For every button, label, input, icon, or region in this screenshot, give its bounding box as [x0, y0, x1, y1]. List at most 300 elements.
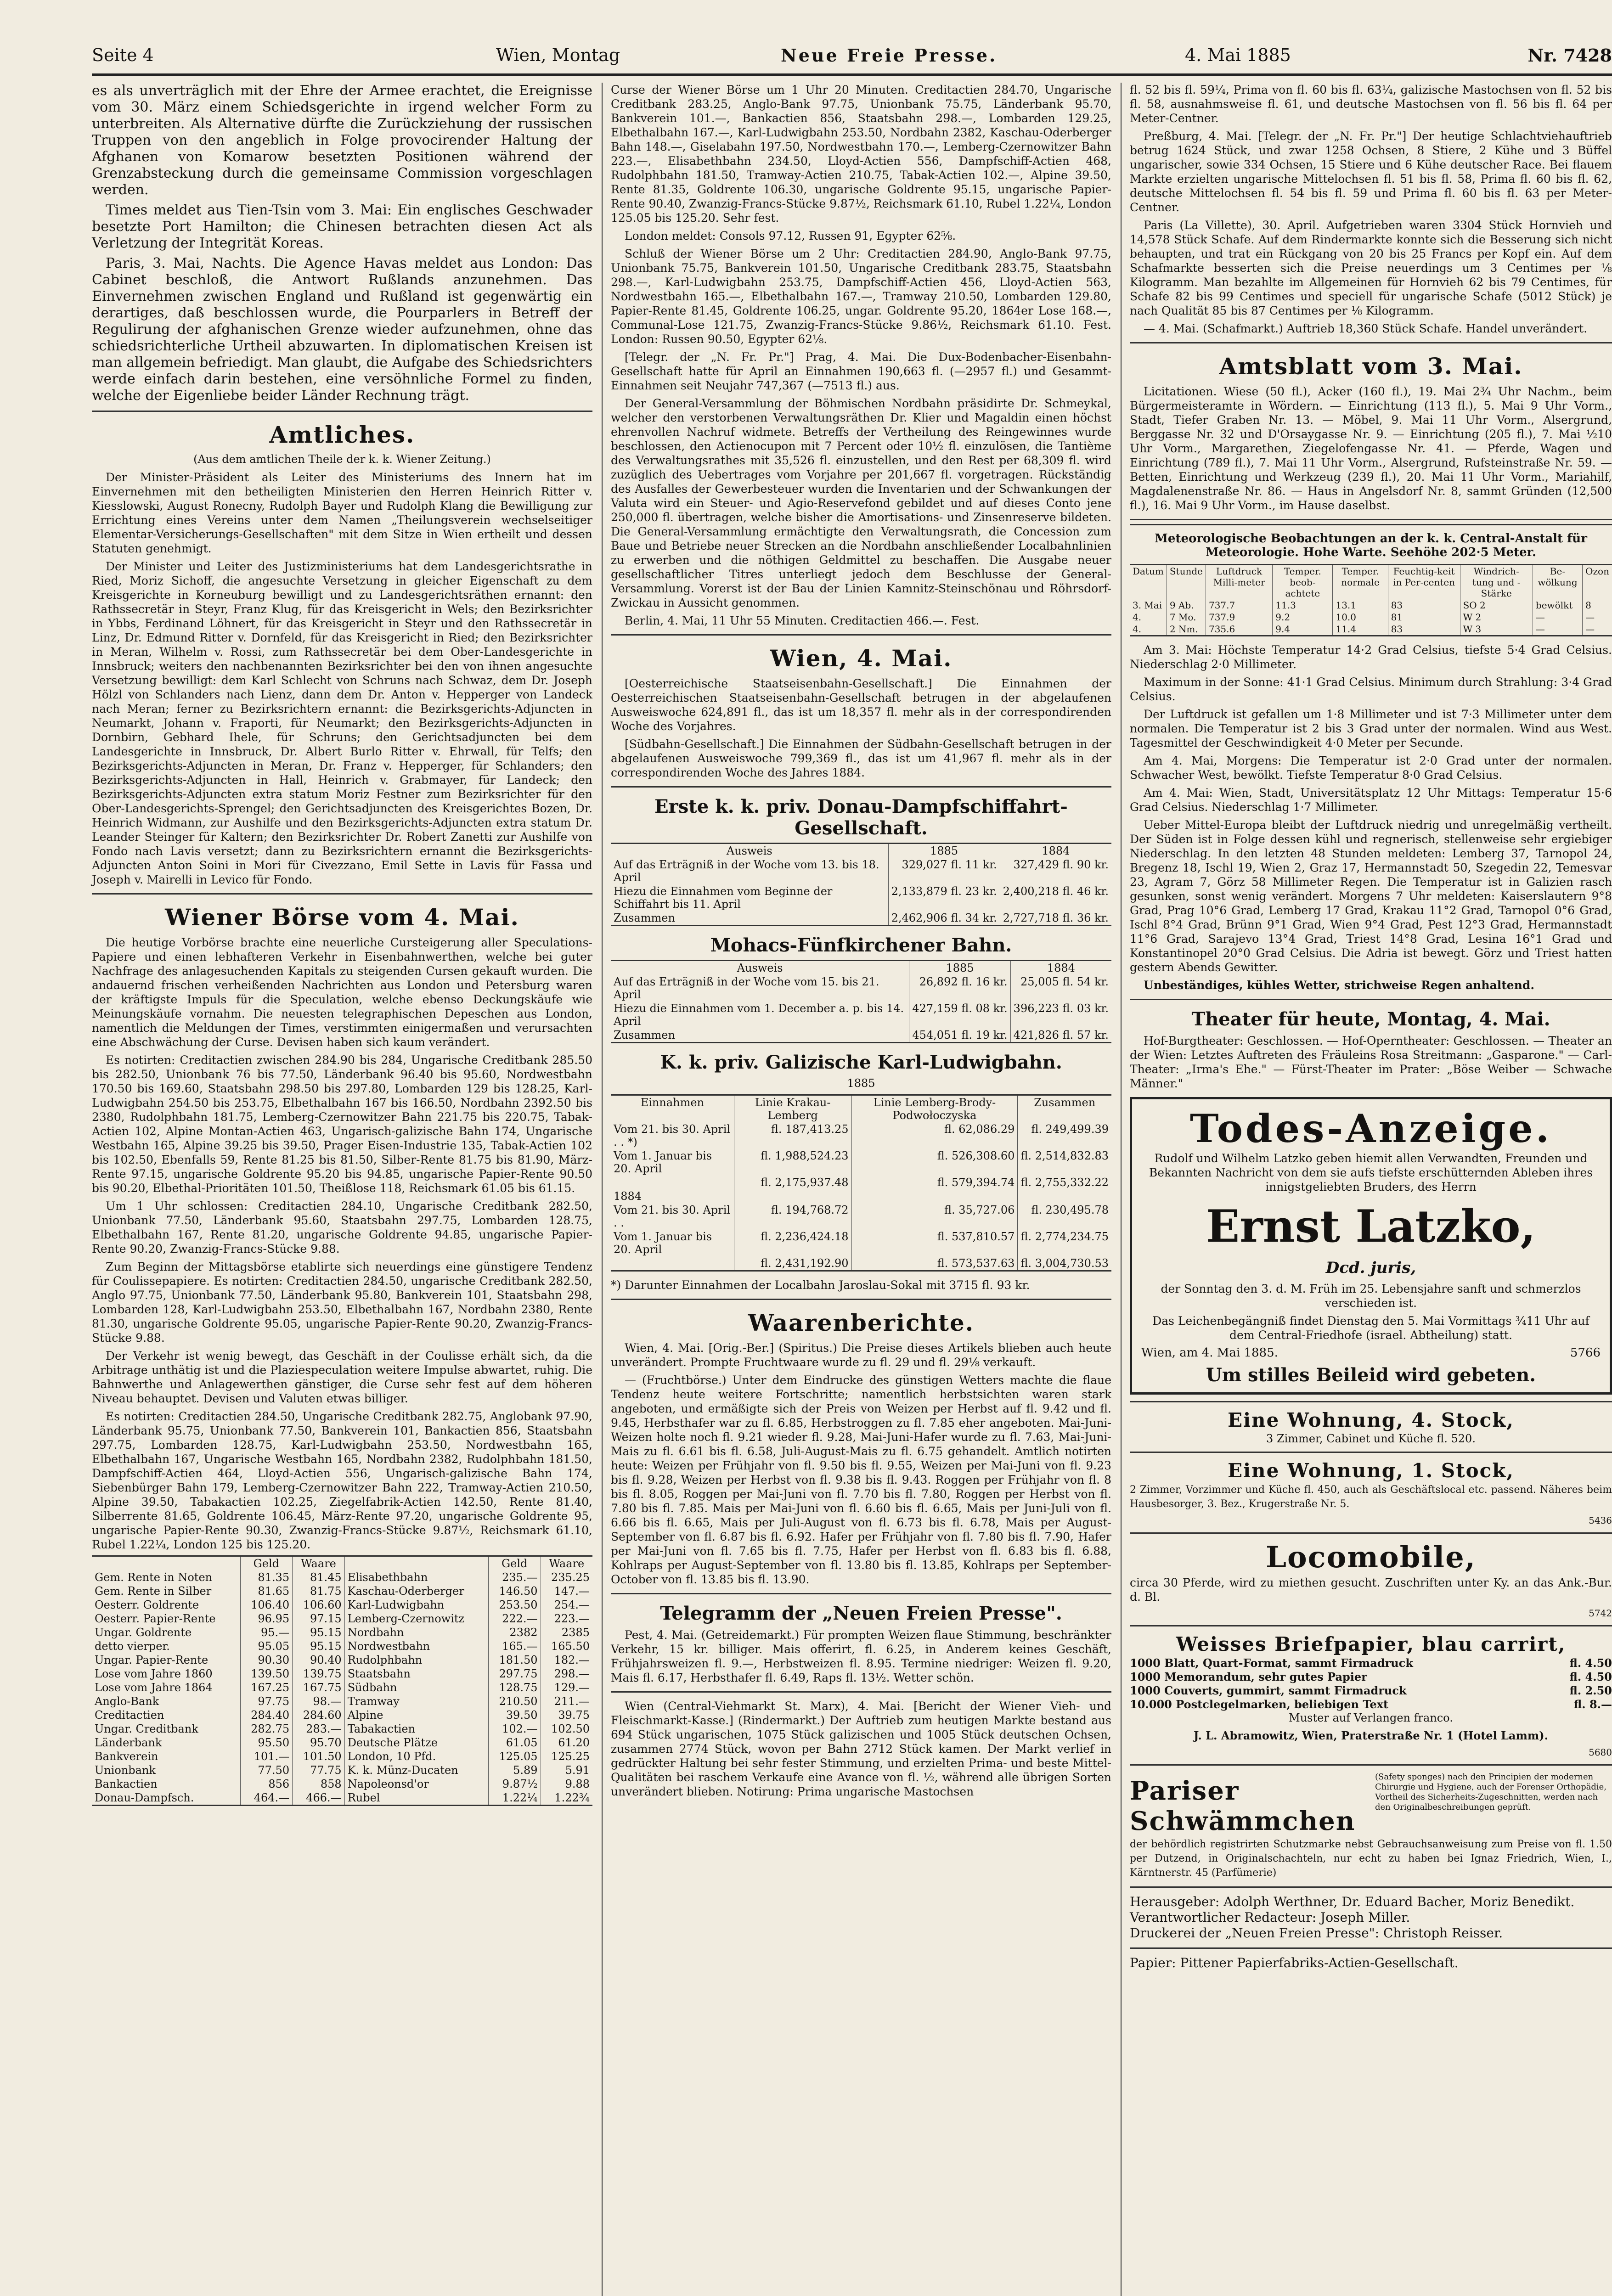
column-divider [1121, 83, 1122, 2296]
table-cell: 61.05 [488, 1736, 541, 1750]
page-number: Seite 4 [92, 45, 154, 65]
sponge-ad [1130, 1772, 1612, 1837]
table-cell: Lose vom Jahre 1860 [95, 1667, 213, 1680]
table-cell: 13.1 [1333, 599, 1388, 611]
price-list-item [1130, 1670, 1612, 1684]
table-cell: W 2 [1460, 611, 1533, 623]
table-cell: 396,223 fl. 03 kr. [1010, 1002, 1111, 1028]
classified-text: 3 Zimmer, Cabinet und Küche fl. 520. [1266, 1432, 1476, 1445]
table-cell: fl. 579,394.74 [851, 1176, 1018, 1189]
article-paragraph: [Südbahn-Gesellschaft.] Die Einnahmen der Südbahn-Gesellschaft betrugen in der abgelaufenen Ausweiswoche 799,369 fl., das ist um 41,967 fl. mehr als in der correspondirenden Woche des Jahres 1884. [611, 737, 1111, 779]
section-heading: Waarenberichte. [748, 1309, 975, 1336]
article-paragraph: Um 1 Uhr schlossen: Creditactien 284.10, Ungarische Creditbank 282.50, Unionbank 77.50, Länderbank 95.60, Staatsbahn 297.75, Lombarden 128.75, Elbethalbahn 167, Rente 81.20, ungarische Goldrente 94.85, ungarische Papier-Rente 90.20, Zwanzig-Francs-Stücke 9.88. [92, 1199, 592, 1255]
table-cell: 11.4 [1333, 623, 1388, 635]
article-paragraph: Hof-Burgtheater: Geschlossen. — Hof-Operntheater: Geschlossen. — Theater an der Wien: Letztes Auftreten des Fräuleins Rosa Streitmann: „Gasparone." — Carl-Theater: „Irma's Ehe." — Fürst-Theater im Prater: „Böse Weiber — Schwache Männer." [1130, 1034, 1612, 1090]
column-2 [611, 83, 1111, 2296]
article-paragraph: Zum Beginn der Mittagsbörse etablirte sich neuerdings eine günstigere Tendenz für Coulissepapiere. Es notirten: Creditactien 284.50, ungarische Creditbank 282.50, Anglo 97.75, Unionbank 77.50, Länderbank 95.80, Bankverein 101, Staatsbahn 298, Lombarden 128, Karl-Ludwigbahn 253.50, Elbethalbahn 167, Nordbahn 2380, Rente 81.30, ungarische Goldrente 95.05, ungarische Papier-Rente 90.20, Zwanzig-Francs-Stücke 9.88. [92, 1260, 592, 1345]
table-cell: 283.— [293, 1722, 345, 1736]
table-cell: 182.— [541, 1653, 592, 1667]
table-cell: 10.0 [1333, 611, 1388, 623]
ad-code: 5436 [1589, 1515, 1612, 1526]
table-cell: Kaschau-Oderberger [344, 1584, 488, 1598]
table-cell: Elisabethbahn [344, 1570, 488, 1584]
table-cell: fl. 3,004,730.53 [1018, 1256, 1111, 1270]
table-cell: Zusammen [614, 1029, 675, 1041]
article-paragraph: Schluß der Wiener Börse um 2 Uhr: Creditactien 284.90, Anglo-Bank 97.75, Unionbank 75.75, Bankverein 101.50, Ungarische Creditbank 283.75, Staatsbahn 298.—, Karl-Ludwigbahn 253.75, Dampfschiff-Actien 456, Lloyd-Actien 563, Nordwestbahn 165.—, Elbethalbahn 167.—, Tramway 210.50, Lombarden 129.80, Papier-Rente 81.45, Goldrente 106.25, ungar. Goldrente 95.20, 1864er Lose 168.—, Communal-Lose 121.75, Zwanzig-Francs-Stücke 9.86½, Reichsmark 61.10. Fest. London: Russen 90.50, Egypter 62⅛. [611, 247, 1111, 346]
table-header: Temper. normale [1333, 565, 1388, 599]
table-cell: 165.50 [541, 1639, 592, 1653]
section-rule [1130, 1532, 1612, 1534]
table-cell: Napoleonsd'or [344, 1777, 488, 1791]
article-paragraph: Der Minister und Leiter des Justizministeriums hat dem Landesgerichtsrathe in Ried, Moriz Sichoff, die angesuchte Versetzung in gleicher Eigenschaft zu dem Kreisgerichte in Korneuburg bewilligt und zu Landesgerichtsräthen ernannt: den Rathssecretär in Steyr, Franz Klug, für das Kreisgericht in Wels; den Bezirksrichter in Ybbs, Ferdinand Löhnert, für das Kreisgericht in Steyr und den Rathssecretär in Linz, Dr. Edmund Ritter v. Dornfeld, für das Kreisgericht in Ried; den Bezirksrichter in Meran, Wilhelm v. Rossi, zum Rathssecretär bei dem Ober-Landesgerichte in Innsbruck; weiters den nachbenannten Bezirksrichter bei den von ihnen angesuchte Versetzung bewilligt: dem Karl Schlecht von Schruns nach Schwaz, dem Dr. Joseph Hölzl von Schlanders nach Lienz, dann dem Dr. Anton v. Hepperger von Landeck nach Meran; ferner zu Bezirksrichtern ernannt: die Bezirksgerichts-Adjuncten in Neumarkt, Johann v. Fraporti, für Neumarkt; den Bezirksgerichts-Adjuncten in Dornbirn, Gebhard Ihele, für Schruns; den Gerichtsadjuncten bei dem Landesgerichte in Innsbruck, Dr. Albert Burlo Ritter v. Ehrwall, für Telfs; den Bezirksgerichts-Adjuncten in Meran, Dr. Franz v. Hepperger, für Schlanders; den Bezirksgerichts-Adjuncten in Hall, Heinrich v. Grabmayer, für Landeck; den Bezirksgerichts-Adjuncten extra statum Moriz Festner zum Bezirksrichter für den Ober-Landesgerichts-Sprengel; den Gerichtsadjuncten des Kreisgerichtes Bozen, Dr. Heinrich Widmann, zur Aushilfe und den Bezirksgerichts-Adjuncten extra statum Dr. Leander Steinger für Kaltern; den Bezirksrichter Dr. Robert Zanetti zur Aushilfe von Fondo nach Lavis versetzt; dann zu Bezirksrichtern ernannt die Bezirksgerichts-Adjuncten Anton Soini in Mori für Civezzano, Emil Sette in Lavis für Fassa und Joseph v. Mairelli in Levico für Fondo. [92, 560, 592, 886]
article-paragraph: Ueber Mittel-Europa bleibt der Luftdruck niedrig und unregelmäßig vertheilt. Der Süden ist in Folge dessen kühl und regnerisch, stellenweise sehr ergiebiger Niederschlag. In den letzten 48 Stunden meldeten: Lemberg 37, Tarnopol 24, Bregenz 18, Ischl 19, Wien 2, Graz 17, Hermannstadt 50, Szegedin 22, Temesvar 23, Agram 7, Görz 58 Millimeter Regen. Die Temperatur ist in Galizien rasch gesunken, sonst wenig verändert. Morgens 7 Uhr meldeten: Kaiserslautern 9°8 Grad, Prag 10°6 Grad, Lemberg 17 Grad, Krakau 11°2 Grad, Tarnopol 0°6 Grad, Ischl 8°4 Grad, Brünn 9°1 Grad, Wien 9°4 Grad, Pest 12°3 Grad, Hermannstadt 11°6 Grad, Sarajevo 13°4 Grad, Triest 14°8 Grad, Lesina 16°1 Grad und Konstantinopel 20°0 Grad Celsius. Die Adria ist bewegt. Görz und Triest hatten gestern Abends Gewitter. [1130, 818, 1612, 974]
table-cell: bewölkt [1533, 599, 1582, 611]
table-row [92, 1584, 592, 1598]
table-header: Be-wölkung [1533, 565, 1582, 599]
article-paragraph: Es notirten: Creditactien zwischen 284.90 bis 284, Ungarische Creditbank 285.50 bis 282.50, Unionbank 76 bis 77.50, Länderbank 96.40 bis 95.60, Nordwestbahn 170.50 bis 169.60, Staatsbahn 298.50 bis 297.80, Lombarden 129 bis 128.25, Karl-Ludwigbahn 254.50 bis 253.75, Elbethalbahn 167 bis 166.50, Nordbahn 2392.50 bis 2380, Rudolphbahn 181.75, Lemberg-Czernowitzer Bahn 221.75 bis 220.75, Tabak-Actien 102, Alpine Montan-Actien 463, Ungarisch-galizische Bahn 174, Ungarische Westbahn 165, Alpine 39.25 bis 39.50, Prager Eisen-Industrie 135, Tabak-Actien 102 bis 102.50, Ebenfalls 59, Rente 81.25 bis 81.50, Silber-Rente 81.75 bis 81.90, März-Rente 97.15, ungarische Goldrente 95.20 bis 94.85, ungarische Papier-Rente 90.50 bis 90.20, Elbethal-Prioritäten 101.50, Theißlose 118, Reichsmark 61.05 bis 61.15. [92, 1053, 592, 1195]
table-row [92, 1626, 592, 1639]
table-cell: 297.75 [488, 1667, 541, 1681]
article-paragraph: Der Verkehr ist wenig bewegt, das Geschäft in der Coulisse erhält sich, da die Arbitrage unthätig ist und die Plaziespeculation weitere Impulse abwartet, ruhig. Die Bahnwerthe und Anlagewerthen gänstiger, die Curse sehr fest auf dem höheren Niveau behauptet. Devisen und Valuten etwas billiger. [92, 1349, 592, 1405]
table-cell: 223.— [541, 1612, 592, 1626]
table-cell: Zusammen [614, 912, 675, 924]
table-cell: 284.60 [293, 1708, 345, 1722]
table-cell: Deutsche Plätze [344, 1736, 488, 1750]
death-notice-title: Todes-Anzeige. [1190, 1106, 1552, 1151]
table-cell: Rudolphbahn [344, 1653, 488, 1667]
price-list-price: fl. 2.50 [1569, 1684, 1612, 1697]
table-cell: 235.25 [541, 1570, 592, 1584]
classified-text: der behördlich registrirten Schutzmarke nebst Gebrauchsanweisung zum Preise von fl. 1.50 per Dutzend, in Originalschachteln, nur echt zu haben bei Ignaz Friedrich, Wien, I., Kärntnerstr. 45 (Parfümerie) [1130, 1839, 1612, 1879]
table-cell: 8 [1583, 599, 1612, 611]
price-list-label: 10.000 Postclegelmarken, beliebigen Text [1130, 1698, 1389, 1711]
table-cell: Vom 1. Januar bis 20. April [614, 1149, 712, 1175]
article-paragraph: Wien, 4. Mai. [Orig.-Ber.] (Spiritus.) Die Preise dieses Artikels blieben auch heute unverändert. Prompte Fruchtwaare wurde zu fl. 29 und fl. 29⅛ verkauft. [611, 1341, 1111, 1369]
table-cell: 96.95 [240, 1612, 293, 1626]
table-cell: fl. 249,499.39 [1018, 1122, 1111, 1149]
table-cell: Ungar. Creditbank [95, 1722, 198, 1735]
death-notice-footer: Um stilles Beileid wird gebeten. [1206, 1364, 1536, 1386]
table-header: Ozon [1583, 565, 1612, 599]
table-cell: — [1533, 623, 1582, 635]
table-cell [851, 1189, 1018, 1203]
classified-text: circa 30 Pferde, wird zu miethen gesucht. Zuschriften unter Ky. an das Ank.-Bur. d. Bl. [1130, 1576, 1612, 1604]
price-list-item [1130, 1684, 1612, 1698]
table-cell: 454,051 fl. 19 kr. [909, 1028, 1010, 1042]
table-cell: fl. 2,431,192.90 [734, 1256, 851, 1270]
section-rule [1130, 1764, 1612, 1766]
table-cell: 77.75 [293, 1763, 345, 1777]
table-header: Datum [1133, 566, 1164, 577]
table-row [611, 858, 1111, 884]
death-notice-text: Das Leichenbegängniß findet Dienstag den 5. Mai Vormittags ¾11 Uhr auf dem Central-Friedhofe (israel. Abtheilung) statt. [1152, 1314, 1589, 1342]
issue-date: 4. Mai 1885 [1185, 45, 1291, 65]
table-cell: 9 Ab. [1167, 599, 1206, 611]
price-list-price: fl. 4.50 [1569, 1656, 1612, 1670]
table-cell: Nordwestbahn [344, 1639, 488, 1653]
table-title: Mohacs-Fünfkirchener Bahn. [710, 934, 1012, 956]
table-row [92, 1708, 592, 1722]
classified-title: Eine Wohnung, 1. Stock, [1228, 1459, 1514, 1482]
article-paragraph: London meldet: Consols 97.12, Russen 91, Egypter 62⅝. [625, 229, 956, 242]
table-cell: fl. 2,755,332.22 [1018, 1176, 1111, 1189]
price-list-price: fl. 4.50 [1569, 1670, 1612, 1683]
table-cell: 2,133,879 fl. 23 kr. [888, 884, 1000, 911]
table-cell: 101.50 [293, 1750, 345, 1763]
table-cell: 1.22¼ [488, 1791, 541, 1805]
table-cell: 106.40 [240, 1598, 293, 1612]
table-cell: — [1583, 623, 1612, 635]
table-cell: Südbahn [344, 1681, 488, 1694]
table-cell: 254.— [541, 1598, 592, 1612]
table-cell: 466.— [293, 1791, 345, 1805]
table-header [344, 1557, 488, 1570]
table-cell: fl. 2,175,937.48 [734, 1176, 851, 1189]
table-cell: 146.50 [488, 1584, 541, 1598]
death-notice-place-date: Wien, am 4. Mai 1885. [1141, 1346, 1278, 1360]
table-cell: Donau-Dampfsch. [95, 1791, 194, 1804]
table-cell: 737.9 [1206, 611, 1272, 623]
table-row [92, 1750, 592, 1763]
table-row [92, 1722, 592, 1736]
table-cell: 90.40 [293, 1653, 345, 1667]
table-cell: Hiezu die Einnahmen vom Beginne der Schiffahrt bis 11. April [614, 885, 833, 911]
mohacs-table [611, 960, 1111, 1043]
table-cell: fl. 526,308.60 [851, 1149, 1018, 1176]
table-cell: — [1533, 611, 1582, 623]
table-cell: 2,727,718 fl. 36 kr. [1000, 911, 1111, 925]
imprint-line: Druckerei der „Neuen Freien Presse": Christoph Reisser. [1130, 1925, 1503, 1941]
table-header: Linie Krakau-Lemberg [734, 1096, 851, 1122]
ad-code: 5766 [1570, 1346, 1601, 1360]
table-cell: 9.4 [1273, 623, 1333, 635]
table-cell: fl. 537,810.57 [851, 1230, 1018, 1256]
table-cell: 253.50 [488, 1598, 541, 1612]
classified-title: Pariser Schwämmchen [1130, 1776, 1356, 1836]
table-cell: 39.75 [541, 1708, 592, 1722]
table-cell: 128.75 [488, 1681, 541, 1694]
table-cell: Gem. Rente in Silber [95, 1585, 212, 1598]
article-paragraph: Licitationen. Wiese (50 fl.), Acker (160 fl.), 19. Mai 2¾ Uhr Nachm., beim Bürgermeisteramte in Wördern. — Einrichtung (113 fl.), 5. Mai 9 Uhr Vorm., Stadt, Tiefer Graben Nr. 13. — Möbel, 9. Mai 11 Uhr Vorm., Alsergrund, Berggasse Nr. 32 und D'Orsaygasse Nr. 9. — Einrichtung (205 fl.), 7. Mai ½10 Uhr Vorm., Margarethen, Ziegelofengasse Nr. 41. — Pferde, Wagen und Einrichtung (789 fl.), 7. Mai 11 Uhr Vorm., Alsergrund, Rufsteinstraße Nr. 59. — Betten, Einrichtung und Werkzeug (239 fl.), 20. Mai 11 Uhr Vorm., Mariahilf, Magdalenenstraße Nr. 86. — Haus in Angelsdorf Nr. 8, sammt Gründen (12,500 fl.), 16. Mai 9 Uhr Vorm., im Hause daselbst. [1130, 385, 1612, 512]
table-cell: Länderbank [95, 1736, 162, 1749]
table-cell: 211.— [541, 1694, 592, 1708]
table-cell: 4. [1133, 612, 1142, 623]
table-title: Erste k. k. priv. Donau-Dampfschiffahrt-Gesellschaft. [654, 796, 1068, 839]
table-row [92, 1777, 592, 1791]
table-title: K. k. priv. Galizische Karl-Ludwigbahn. [660, 1052, 1062, 1073]
table-cell: Anglo-Bank [95, 1695, 159, 1708]
forecast-text: Unbeständiges, kühles Wetter, strichweise Regen anhaltend. [1144, 979, 1535, 992]
table-row [92, 1653, 592, 1667]
article-paragraph: — (Fruchtbörse.) Unter dem Eindrucke des günstigen Wetters machte die flaue Tendenz heute weitere Fortschritte; namentlich herbstsichten waren stark angeboten, und ermäßigte sich der Preis von Weizen per Herbst auf fl. 9.42 und fl. 9.45, Herbsthafer war zu fl. 6.85, Herbstroggen zu fl. 7.85 eher angeboten. Mai-Juni-Weizen holte noch fl. 9.21 wieder fl. 9.28, Mai-Juni-Hafer wurde zu fl. 7.63, Mai-Juni-Mais zu fl. 6.61 bis fl. 6.58, Juli-August-Mais zu fl. 6.75 gehandelt. Amtlich notirten heute: Weizen per Frühjahr von fl. 9.50 bis fl. 9.55, Weizen per Mai-Juni von fl. 9.23 bis fl. 9.28, Weizen per Herbst von fl. 9.38 bis fl. 9.43. Roggen per Frühjahr von fl. 8 bis fl. 8.05, Roggen per Mai-Juni von fl. 7.70 bis fl. 7.80, Roggen per Herbst von fl. 7.80 bis fl. 7.85. Mais per Mai-Juni von fl. 6.60 bis fl. 6.65, Mais per Juni-Juli von fl. 6.66 bis fl. 6.65, Mais per Juli-August von fl. 6.73 bis fl. 6.78, Mais per August-September von fl. 6.87 bis fl. 6.92. Hafer per Frühjahr von fl. 7.80 bis fl. 7.90, Hafer per Mai-Juni von fl. 7.65 bis fl. 7.75, Hafer per Herbst von fl. 6.83 bis fl. 6.88, Kohlraps per August-September von fl. 13.80 bis fl. 13.85, Kohlraps per September-October von fl. 13.85 bis fl. 13.90. [611, 1373, 1111, 1586]
article-paragraph: Paris (La Villette), 30. April. Aufgetrieben waren 3304 Stück Hornvieh und 14,578 Stück Schafe. Auf dem Rindermarkte konnte sich die Besserung sich nicht behaupten, und trat ein Rückgang von 20 bis 25 Francs per Kopf ein. Auf dem Schafmarkte besserten sich die Preise neuerdings um 3 Centimes per ⅛ Kilogramm. Man bezahlte im Allgemeinen für Hornvieh 62 bis 79 Centimes, für Schafe 82 bis 99 Centimes und speciell für ungarische Schafe (5012 Stück) je nach Qualität 85 bis 87 Centimes per ⅛ Kilogramm. [1130, 219, 1612, 317]
table-header: Geld [240, 1557, 293, 1570]
article-paragraph: Am 3. Mai: Höchste Temperatur 14·2 Grad Celsius, tiefste 5·4 Grad Celsius. Niederschlag 2·0 Millimeter. [1130, 643, 1612, 671]
table-row [611, 1256, 1111, 1270]
article-paragraph: [Telegr. der „N. Fr. Pr."] Prag, 4. Mai. Die Dux-Bodenbacher-Eisenbahn-Gesellschaft hatte für April an Einnahmen 190,663 fl. (—2957 fl.) und Gesammt-Einnahmen seit Neujahr 747,367 (—7513 fl.) aus. [611, 350, 1111, 392]
table-cell: Rubel [344, 1791, 488, 1805]
table-header: Windrich-tung und -Stärke [1460, 565, 1533, 599]
table-row [1130, 599, 1612, 611]
table-cell: 83 [1388, 623, 1460, 635]
table-cell: 39.50 [488, 1708, 541, 1722]
section-rule [611, 786, 1111, 788]
table-cell: 1884 [614, 1190, 642, 1203]
price-list [1130, 1656, 1612, 1711]
table-cell: 81 [1388, 611, 1460, 623]
section-rule [1130, 1452, 1612, 1453]
table-header [92, 1557, 240, 1570]
table-cell: — [1583, 611, 1612, 623]
table-header: Stunde [1167, 565, 1206, 599]
section-rule [1130, 999, 1612, 1000]
table-cell: 9.88 [541, 1777, 592, 1791]
table-year: 1885 [847, 1077, 875, 1090]
table-cell: SO 2 [1460, 599, 1533, 611]
price-list-label: 1000 Blatt, Quart-Format, sammt Firmadruck [1130, 1656, 1413, 1670]
article-paragraph: es als unverträglich mit der Ehre der Armee erachtet, die Ereignisse vom 30. März einem Schiedsgerichte in irgend welcher Form zu unterbreiten. Als Alternative dürfte die Zurückziehung der russischen Truppen von den angeblich in Folge provocirender Haltung der Afghanen von Komarow besetzten Positionen während der Grenzabsteckung durch die gemeinsame Commission vorgeschlagen werden. [92, 83, 592, 198]
table-cell: 25,005 fl. 54 kr. [1010, 975, 1111, 1002]
table-cell: 106.60 [293, 1598, 345, 1612]
section-rule [1130, 1947, 1612, 1949]
table-cell: 95.05 [240, 1639, 293, 1653]
table-cell: 95.15 [293, 1639, 345, 1653]
table-row [611, 1002, 1111, 1028]
section-rule [1130, 1886, 1612, 1888]
table-header: 1884 [1000, 844, 1111, 858]
table-cell: fl. 573,537.63 [851, 1256, 1018, 1270]
table-row [611, 1028, 1111, 1042]
table-header: Linie Lemberg-Brody-Podwołoczyska [851, 1096, 1018, 1122]
table-row [611, 1203, 1111, 1230]
table-cell: 125.05 [488, 1750, 541, 1763]
table-cell: 129.— [541, 1681, 592, 1694]
table-cell: 139.75 [293, 1667, 345, 1681]
table-cell: 329,027 fl. 11 kr. [888, 858, 1000, 884]
table-cell: Auf das Erträgniß in der Woche vom 13. bis 18. April [614, 858, 879, 884]
table-header: 1885 [888, 844, 1000, 858]
table-cell: 5.89 [488, 1763, 541, 1777]
article-paragraph: [Oesterreichische Staatseisenbahn-Gesellschaft.] Die Einnahmen der Oesterreichischen Staatseisenbahn-Gesellschaft betrugen in der abgelaufenen Ausweiswoche 624,891 fl., das ist um 18,357 fl. mehr als in der correspondirenden Woche des Vorjahres. [611, 677, 1111, 733]
table-cell: Karl-Ludwigbahn [344, 1598, 488, 1612]
death-notice-text: Rudolf und Wilhelm Latzko geben hiemit allen Verwandten, Freunden und Bekannten Nachricht von dem sie aufs tiefste erschütternden Ableben ihres innigstgeliebten Bruders, des Herrn [1149, 1152, 1593, 1193]
table-cell: 90.30 [240, 1653, 293, 1667]
column-divider [602, 83, 603, 2296]
table-cell: London, 10 Pfd. [344, 1750, 488, 1763]
place-day: Wien, Montag [496, 45, 620, 65]
table-cell: 167.75 [293, 1681, 345, 1694]
donau-table [611, 843, 1111, 926]
table-cell: fl. 62,086.29 [851, 1122, 1018, 1149]
table-cell [611, 1256, 734, 1270]
article-paragraph: Die heutige Vorbörse brachte eine neuerliche Cursteigerung aller Speculations-Papiere und einen lebhafteren Verkehr in Eisenbahnwerthen, welche bei guter Nachfrage des anlagesuchenden Kapitals zu steigenden Cursen gekauft wurden. Die andauernd frischen verheißenden Nachrichten aus London und Petersburg waren der kräftigste Impuls für die Speculation, welche ebenso Deckungskäufe wie Meinungskäufe vornahm. Die neuesten telegraphischen Depeschen aus London, namentlich die Meldungen der Times, verstimmten einigermaßen und verursachten eine Abschwächung der Curse. Devisen haben sich kaum verändert. [92, 936, 592, 1049]
section-rule [1130, 519, 1612, 525]
masthead-title: Neue Freie Presse. [781, 45, 998, 66]
table-cell: detto vierper. [95, 1640, 170, 1653]
classified-text: (Safety sponges) nach den Principien der modernen Chirurgie und Hygiene, auch der Forenser Orthopädie, Vortheil des Sicherheits-Zugeschnitten, werden nach den Originalbeschreibungen geprüft. [1375, 1772, 1607, 1812]
article-paragraph: Times meldet aus Tien-Tsin vom 3. Mai: Ein englisches Geschwader besetzte Port Hamilton; die Chinesen betrachten diesen Act als Verletzung der Integrität Koreas. [92, 202, 592, 251]
article-paragraph: Maximum in der Sonne: 41·1 Grad Celsius. Minimum durch Strahlung: 3·4 Grad Celsius. [1130, 675, 1612, 703]
section-rule [611, 1593, 1111, 1594]
table-cell: 102.— [488, 1722, 541, 1736]
table-row [611, 1230, 1111, 1256]
table-cell: Nordbahn [344, 1626, 488, 1639]
table-cell: Bankverein [95, 1750, 158, 1763]
table-cell [1018, 1189, 1111, 1203]
table-row [611, 911, 1111, 925]
table-cell: 95.70 [293, 1736, 345, 1750]
table-cell: 9.87½ [488, 1777, 541, 1791]
table-cell: 95.15 [293, 1626, 345, 1639]
table-row [92, 1681, 592, 1694]
article-paragraph: Pest, 4. Mai. (Getreidemarkt.) Für prompten Weizen flaue Stimmung, beschränkter Verkehr, 15 kr. billiger. Mais offerirt, fl. 6.25, in Anderem keines Geschäft, Frühjahrsweizen fl. 9.—, Herbstweizen fl. 8.95. Termine niedriger: Weizen fl. 9.20, Mais fl. 6.17, Herbsthafer fl. 6.49, Raps fl. 13½. Wetter schön. [611, 1628, 1111, 1684]
table-cell: Oesterr. Goldrente [95, 1598, 199, 1611]
section-rule [1130, 342, 1612, 343]
death-notice [1130, 1097, 1612, 1395]
section-heading: Wiener Börse vom 4. Mai. [165, 904, 519, 931]
table-cell: 735.6 [1206, 623, 1272, 635]
table-cell: fl. 194,768.72 [734, 1203, 851, 1230]
table-cell: W 3 [1460, 623, 1533, 635]
table-cell: Vom 21. bis 30. April . . *) [614, 1123, 731, 1148]
table-cell: 737.7 [1206, 599, 1272, 611]
table-cell: 2 Nm. [1167, 623, 1206, 635]
imprint [1130, 1894, 1612, 1971]
table-cell: 284.40 [240, 1708, 293, 1722]
table-cell: Tabakactien [344, 1722, 488, 1736]
table-row [92, 1736, 592, 1750]
table-cell: 102.50 [541, 1722, 592, 1736]
ad-code: 5742 [1589, 1608, 1612, 1619]
table-cell: Unionbank [95, 1764, 156, 1777]
article-paragraph: Der General-Versammlung der Böhmischen Nordbahn präsidirte Dr. Schmeykal, welcher den verstorbenen Verwaltungsräthen Dr. Klier und Magaldin einen höchst ehrenvollen Nachruf widmete. Betreffs der Vertheilung des Reingewinnes wurde beschlossen, den Actienocupon mit 7 Percent oder 10½ fl. einzulösen, die Tantième des Verwaltungsrathes mit 35,526 fl. einzustellen, und den Rest per 68,309 fl. wird zuzüglich des Uebertrages vom Vorjahre per 201,667 fl. vorgetragen. Rückständig des Ausfalles der Gewerbesteuer wurden die Inventarien und der Schwankungen der Valuta wird ein Steuer- und Agio-Reservefond gebildet und auf dieses Conto jene 250,000 fl. übertragen, welche bisher die Amortisations- und Zinsenreserve bildeten. Die General-Versammlung ermächtigte den Verwaltungsrath, die Concession zum Baue und Betriebe neuer Strecken an die Nordbahn anschließender Localbahnlinien zu erwerben und die nöthigen Geldmittel zu beschaffen. Die Ausgabe neuer gesellschaftlicher Titres unterliegt jedoch dem Beschlusse der General-Versammlung. Vorerst ist der Bau der Linien Kamnitz-Steinschönau und Röhrsdorf-Zwickau in Aussicht genommen. [611, 397, 1111, 609]
classified-firm: J. L. Abramowitz, Wien, Praterstraße Nr. 1 (Hotel Lamm). [1194, 1729, 1548, 1742]
section-heading: Telegramm der „Neuen Freien Presse". [660, 1603, 1062, 1624]
table-cell: Tramway [344, 1694, 488, 1708]
table-cell: 139.50 [240, 1667, 293, 1681]
article-paragraph: — 4. Mai. (Schafmarkt.) Auftrieb 18,360 Stück Schafe. Handel unverändert. [1144, 322, 1588, 335]
table-header: Waare [541, 1557, 592, 1570]
price-list-item [1130, 1656, 1612, 1670]
table-row [1130, 611, 1612, 623]
section-rule [92, 893, 592, 895]
table-row [611, 975, 1111, 1002]
table-cell: 210.50 [488, 1694, 541, 1708]
section-heading: Theater für heute, Montag, 4. Mai. [1191, 1008, 1550, 1030]
table-cell: 327,429 fl. 90 kr. [1000, 858, 1111, 884]
section-subheading: (Aus dem amtlichen Theile der k. k. Wiener Zeitung.) [193, 453, 491, 466]
table-cell: Bankactien [95, 1778, 158, 1790]
table-cell: Vom 21. bis 30. April . . [614, 1204, 731, 1229]
table-cell: 858 [293, 1777, 345, 1791]
table-cell: fl. 1,988,524.23 [734, 1149, 851, 1176]
ad-code: 5680 [1589, 1747, 1612, 1758]
section-rule [1130, 1401, 1612, 1402]
table-cell: fl. 230,495.78 [1018, 1203, 1111, 1230]
table-cell: fl. 2,514,832.83 [1018, 1149, 1111, 1176]
table-cell: 2385 [541, 1626, 592, 1639]
table-row [92, 1598, 592, 1612]
article-paragraph: Preßburg, 4. Mai. [Telegr. der „N. Fr. Pr."] Der heutige Schlachtviehauftrieb betrug 1624 Stück, und zwar 1258 Ochsen, 8 Stiere, 2 Kühe und 3 Büffel ungarischer, sowie 334 Ochsen, 15 Stiere und 6 Kühe deutscher Race. Bei flauem Markte erzielten ungarische Mittelochsen fl. 51 bis fl. 58, Prima fl. 60 bis fl. 62, deutsche Mittelochsen fl. 54 bis fl. 59 und Prima fl. 60 bis fl. 63 per Meter-Centner. [1130, 129, 1612, 214]
section-heading: Amtsblatt vom 3. Mai. [1219, 353, 1523, 380]
table-cell: 4. [1133, 624, 1142, 635]
table-cell: Hiezu die Einnahmen vom 1. December a. p. bis 14. April [614, 1002, 904, 1028]
table-cell: Vom 1. Januar bis 20. April [614, 1230, 712, 1256]
classified-title: Eine Wohnung, 4. Stock, [1228, 1409, 1514, 1431]
deceased-title: Dcd. juris, [1325, 1259, 1416, 1277]
section-rule [611, 1299, 1111, 1300]
table-cell: 2,462,906 fl. 34 kr. [888, 911, 1000, 925]
table-cell: Ungar. Goldrente [95, 1626, 192, 1639]
table-cell: Oesterr. Papier-Rente [95, 1612, 216, 1625]
table-header: Geld [488, 1557, 541, 1570]
table-cell: 165.— [488, 1639, 541, 1653]
table-cell: 181.50 [488, 1653, 541, 1667]
table-row [92, 1791, 592, 1805]
newspaper-page [92, 41, 1612, 2296]
table-row [611, 884, 1111, 911]
table-cell: 11.3 [1273, 599, 1333, 611]
article-paragraph: Curse der Wiener Börse um 1 Uhr 20 Minuten. Creditactien 284.70, Ungarische Creditbank 283.25, Anglo-Bank 97.75, Unionbank 75.75, Länderbank 95.70, Bankverein 101.—, Bankactien 856, Staatsbahn 298.—, Lombarden 129.25, Elbethalbahn 167.—, Karl-Ludwigbahn 253.50, Nordbahn 2382, Kaschau-Oderberger Bahn 148.—, Giselabahn 197.50, Nordwestbahn 170.—, Lemberg-Czernowitzer Bahn 223.—, Elisabethbahn 234.50, Lloyd-Actien 556, Dampfschiff-Actien 468, Rudolphbahn 181.50, Tramway-Actien 210.75, Tabak-Actien 102.—, Alpine 39.50, Rente 81.35, Goldrente 106.30, ungarische Goldrente 95.15, ungarische Papier-Rente 90.40, Zwanzig-Francs-Stücke 9.87½, Reichsmark 61.10, Rubel 1.22¼, London 125.05 bis 125.20. Sehr fest. [611, 83, 1111, 225]
table-header: Feuchtig-keit in Per-centen [1388, 565, 1460, 599]
table-cell: Staatsbahn [344, 1667, 488, 1681]
table-header: Einnahmen [640, 1096, 704, 1109]
table-cell: 1.22¾ [541, 1791, 592, 1805]
table-row [92, 1763, 592, 1777]
table-header: Waare [293, 1557, 345, 1570]
table-cell: 26,892 fl. 16 kr. [909, 975, 1010, 1002]
table-cell: 2382 [488, 1626, 541, 1639]
article-paragraph: Der Minister-Präsident als Leiter des Ministeriums des Innern hat im Einvernehmen mit den betheiligten Ministerien den Herren Heinrich Ritter v. Kiesslowski, August Ronecny, Rudolph Bayer und Rudolph Klang die Bewilligung zur Errichtung eines Vereins unter dem Namen „Theilungsverein wechselseitiger Elementar-Versicherungs-Gesellschaften" mit dem Sitze in Wien ertheilt und dessen Statuten genehmigt. [92, 471, 592, 555]
imprint-line: Papier: Pittener Papierfabriks-Actien-Gesellschaft. [1130, 1955, 1459, 1970]
article-paragraph: Am 4. Mai: Wien, Stadt, Universitätsplatz 12 Uhr Mittags: Temperatur 15·6 Grad Celsius. Niederschlag 1·7 Millimeter. [1130, 786, 1612, 814]
table-header: Temper. beob-achtete [1273, 565, 1333, 599]
section-rule [92, 411, 592, 412]
table-title: Meteorologische Beobachtungen an der k. k. Central-Anstalt für Meteorologie. Hohe Warte. Seehöhe 202·5 Meter. [1155, 532, 1587, 559]
table-row [611, 1149, 1111, 1176]
deceased-name: Ernst Latzko, [1206, 1200, 1536, 1252]
article-paragraph: Am 4. Mai, Morgens: Die Temperatur ist 2·0 Grad unter der normalen. Schwacher West, bewölkt. Tiefste Temperatur 8·0 Grad Celsius. [1130, 754, 1612, 782]
table-cell: fl. 2,774,234.75 [1018, 1230, 1111, 1256]
article-paragraph: Der Luftdruck ist gefallen um 1·8 Millimeter und ist 7·3 Millimeter unter dem normalen. Die Temperatur ist 2 bis 3 Grad unter der normalen. Wind aus West. Tagesmittel der Geschwindigkeit 4·0 Meter per Secunde. [1130, 708, 1612, 749]
table-header: 1885 [909, 961, 1010, 975]
column-3 [1130, 83, 1612, 2296]
table-cell: 282.75 [240, 1722, 293, 1736]
classified-title: Weisses Briefpapier, blau carrirt, [1176, 1633, 1566, 1655]
table-cell: fl. 187,413.25 [734, 1122, 851, 1149]
table-footnote: *) Darunter Einnahmen der Localbahn Jaroslau-Sokal mit 3715 fl. 93 kr. [611, 1278, 1030, 1292]
table-cell: 61.20 [541, 1736, 592, 1750]
table-cell [611, 1176, 734, 1189]
table-cell: 97.75 [240, 1694, 293, 1708]
table-cell: Ungar. Papier-Rente [95, 1654, 209, 1666]
table-cell: K. k. Münz-Ducaten [344, 1763, 488, 1777]
table-row [1130, 623, 1612, 635]
table-cell: 97.15 [293, 1612, 345, 1626]
weather-table [1130, 564, 1612, 636]
page-header [92, 41, 1612, 76]
classified-title: Locomobile, [1265, 1540, 1477, 1575]
section-heading: Wien, 4. Mai. [770, 645, 953, 672]
price-list-label: 1000 Couverts, gummirt, sammt Firmadruck [1130, 1684, 1407, 1697]
price-list-label: 1000 Memorandum, sehr gutes Papier [1130, 1670, 1367, 1683]
death-notice-text: der Sonntag den 3. d. M. Früh im 25. Lebensjahre sanft und schmerzlos verschieden ist. [1161, 1282, 1581, 1310]
article-paragraph: fl. 52 bis fl. 59¼, Prima von fl. 60 bis fl. 63¼, galizische Mastochsen von fl. 52 bis fl. 58, ausnahmsweise fl. 61, und deutsche Mastochsen von fl. 56 bis fl. 64 per Meter-Centner. [1130, 83, 1612, 125]
article-paragraph: Es notirten: Creditactien 284.50, Ungarische Creditbank 282.75, Anglobank 97.90, Länderbank 95.75, Unionbank 77.50, Bankverein 101, Bankactien 856, Staatsbahn 297.75, Lombarden 128.75, Karl-Ludwigbahn 253.50, Nordwestbahn 165, Elbethalbahn 167, Ungarische Westbahn 165, Nordbahn 2382, Rudolphbahn 181.50, Dampfschiff-Actien 464, Lloyd-Actien 556, Ungarisch-galizische Bahn 174, Siebenbürger Bahn 179, Lemberg-Czernowitzer Bahn 222, Tramway-Actien 210.50, Alpine 39.50, Tabakactien 102.25, Ziegelfabrik-Actien 142.50, Rente 81.40, Silberrente 81.65, Goldrente 106.45, März-Rente 97.20, ungarische Goldrente 95, ungarische Papier-Rente 90.30, Zwanzig-Francs-Stücke 9.87½, Reichsmark 61.10, Rubel 1.22¼, London 125 bis 125.20. [92, 1410, 592, 1551]
table-cell: 81.45 [293, 1570, 345, 1584]
table-header: Ausweis [726, 844, 772, 857]
table-cell: fl. 2,236,424.18 [734, 1230, 851, 1256]
